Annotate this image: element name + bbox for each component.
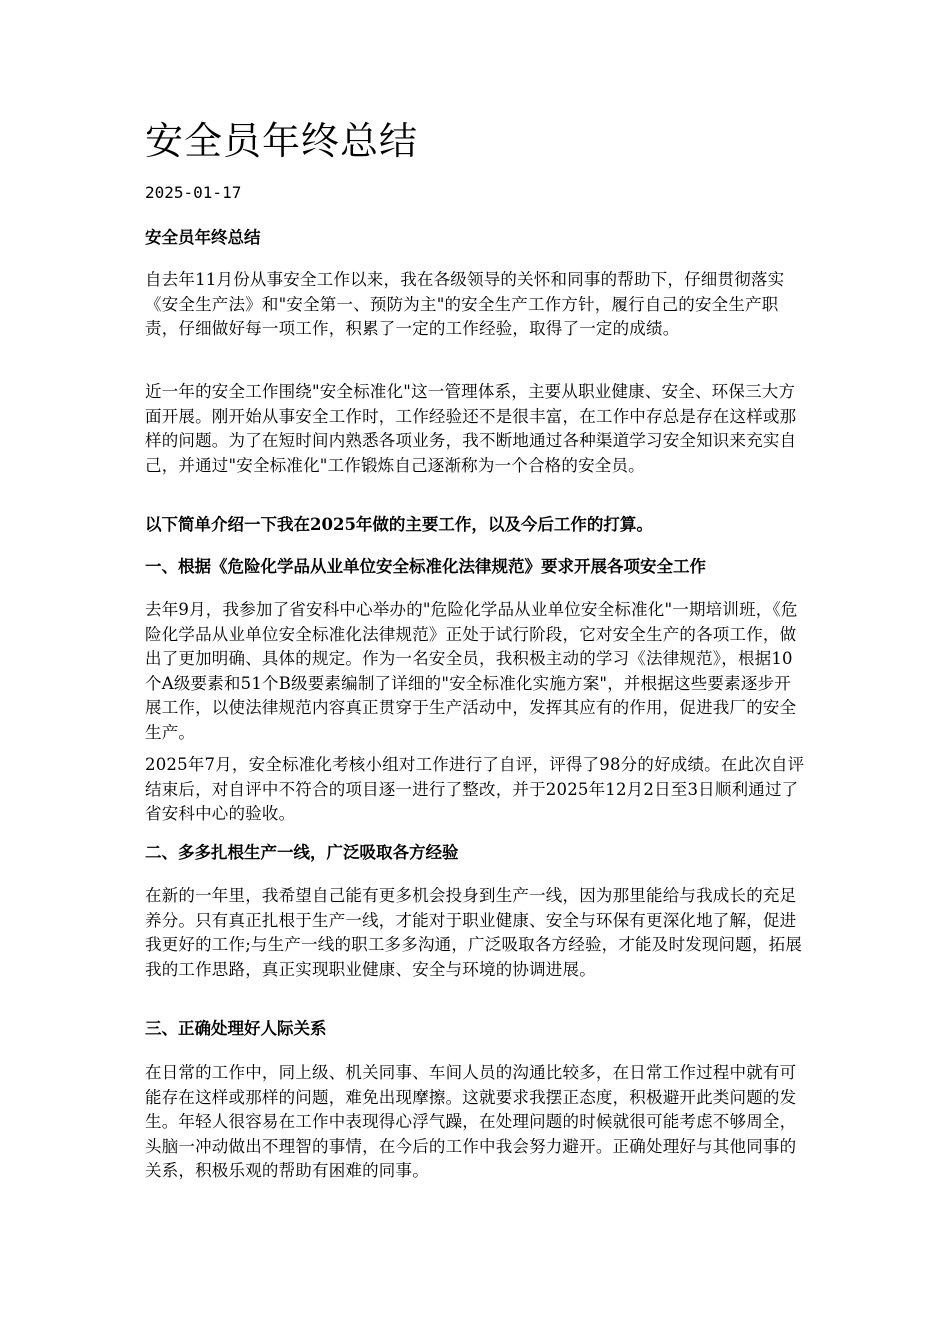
section-2-heading: 二、多多扎根生产一线，广泛吸取各方经验 xyxy=(145,843,459,862)
section-1-paragraph-2: 2025年7月，安全标准化考核小组对工作进行了自评，评得了98分的好成绩。在此次自评结束后，对自评中不符合的项目逐一进行了整改，并于2025年12月2日至3日顺利通过了省安科中心的验收。 xyxy=(145,755,805,823)
summary-heading: 以下简单介绍一下我在2025年做的主要工作，以及今后工作的打算。 xyxy=(145,515,653,534)
section-1-paragraph-1: 去年9月，我参加了省安科中心举办的"危险化学品从业单位安全标准化"一期培训班，《危险化学品从业单位安全标准化法律规范》正处于试行阶段，它对安全生产的各项工作，做出了更加明确、具体的规定。作为一名安全员，我积极主动的学习《法律规范》，根据10个A级要素和51个B级要素编制了详细的"安全标准化实施方案"，并根据这些要素逐步开展工作，以使法律规范内容真正贯穿于生产活动中，发挥其应有的作用，促进我厂的安全生产。 xyxy=(145,600,798,742)
page-title: 安全员年终总结 xyxy=(145,119,419,163)
section-2-paragraph: 在新的一年里，我希望自己能有更多机会投身到生产一线，因为那里能给与我成长的充足养分。只有真正扎根于生产一线，才能对于职业健康、安全与环保有更深化地了解，促进我更好的工作;与生产一线的职工多多沟通，广泛吸取各方经验，才能及时发现问题，拓展我的工作思路，真正实现职业健康、安全与环境的协调进展。 xyxy=(145,886,803,979)
document-subtitle: 安全员年终总结 xyxy=(145,228,261,247)
intro-paragraph-1: 自去年11月份从事安全工作以来，我在各级领导的关怀和同事的帮助下，仔细贯彻落实《安全生产法》和"安全第一、预防为主"的安全生产工作方针，履行自己的安全生产职责，仔细做好每一项工作，积累了一定的工作经验，取得了一定的成绩。 xyxy=(145,270,785,338)
section-3-heading: 三、正确处理好人际关系 xyxy=(145,1019,327,1038)
publish-date: 2025-01-17 xyxy=(145,183,242,202)
section-3-paragraph: 在日常的工作中，同上级、机关同事、车间人员的沟通比较多，在日常工作过程中就有可能存在这样或那样的问题，难免出现摩擦。这就要求我摆正态度，积极避开此类问题的发生。年轻人很容易在工作中表现得心浮气躁，在处理问题的时候就很可能考虑不够周全，头脑一冲动做出不理智的事情，在今后的工作中我会努力避开。正确处理好与其他同事的关系，积极乐观的帮助有困难的同事。 xyxy=(145,1063,797,1180)
section-1-heading: 一、根据《危险化学品从业单位安全标准化法律规范》要求开展各项安全工作 xyxy=(145,557,706,576)
intro-paragraph-2: 近一年的安全工作围绕"安全标准化"这一管理体系，主要从职业健康、安全、环保三大方面开展。刚开始从事安全工作时，工作经验还不是很丰富，在工作中存总是存在这样或那样的问题。为了在短时间内熟悉各项业务，我不断地通过各种渠道学习安全知识来充实自己，并通过"安全标准化"工作锻炼自己逐渐称为一个合格的安全员。 xyxy=(145,382,797,475)
